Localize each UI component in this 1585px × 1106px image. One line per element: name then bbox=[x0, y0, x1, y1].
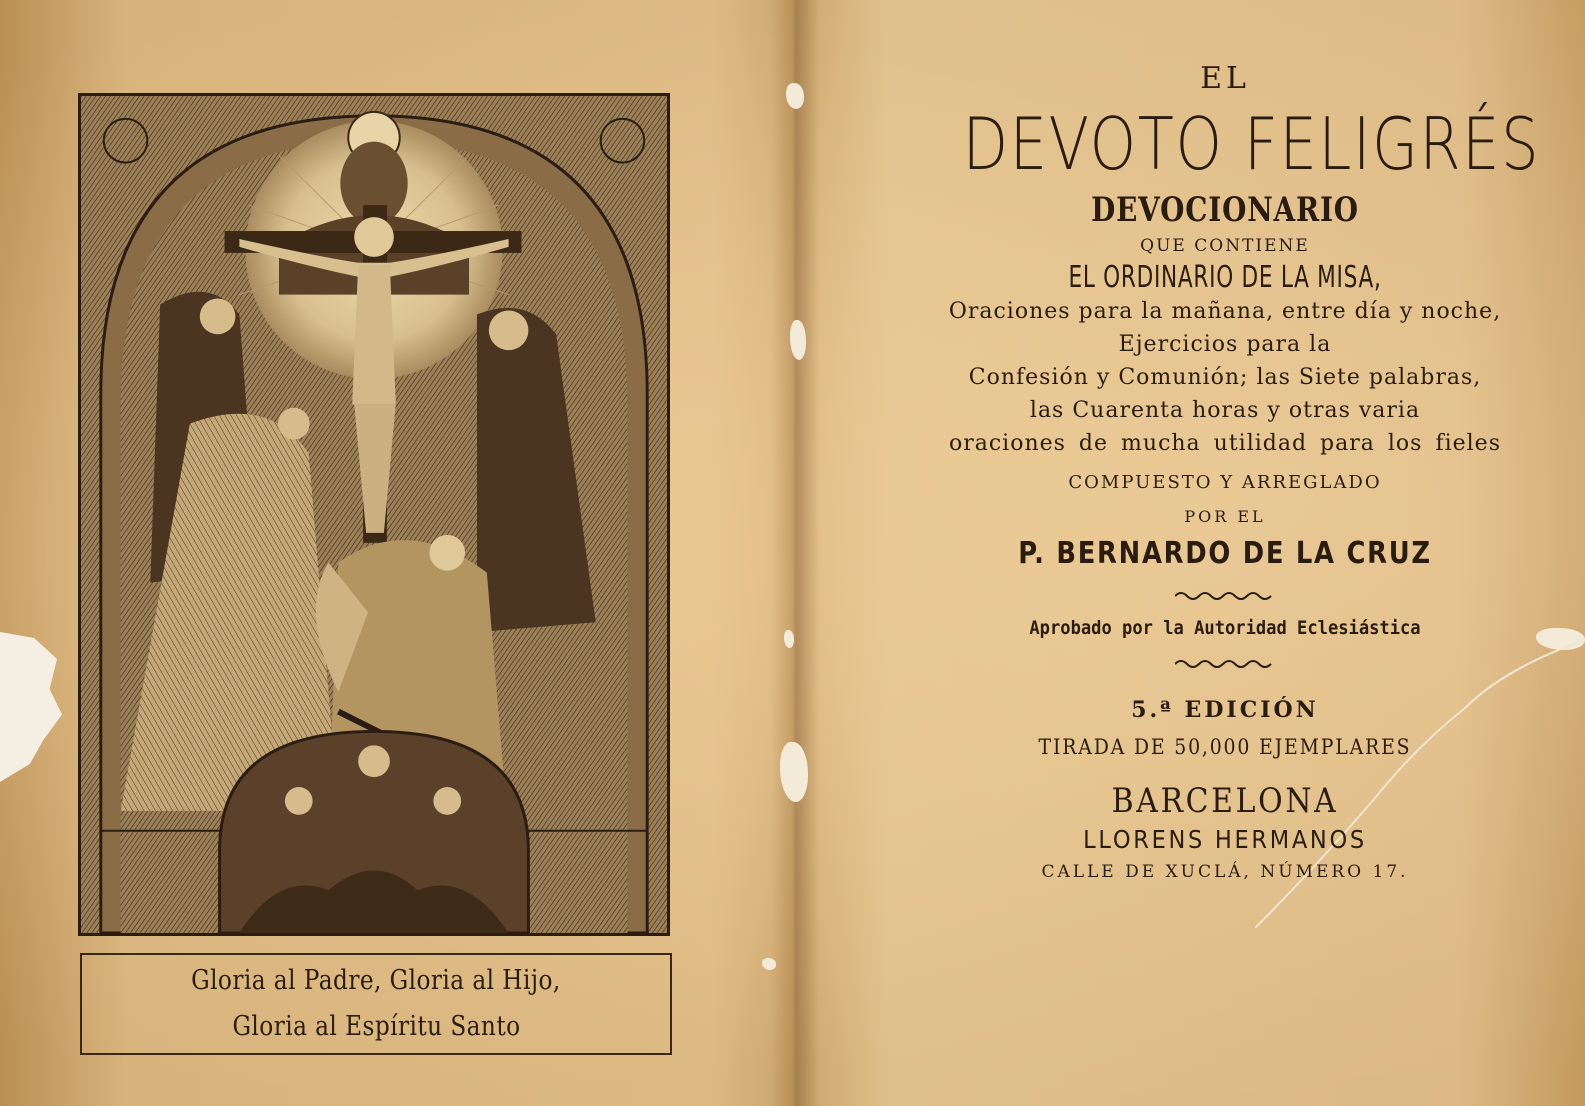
book-subtitle: DEVOCIONARIO bbox=[1091, 190, 1359, 230]
wave-ornament-icon bbox=[1175, 657, 1275, 671]
publisher-city: BARCELONA bbox=[1111, 781, 1339, 821]
wave-ornament-icon bbox=[1175, 589, 1275, 603]
contents-line: oraciones de mucha utilidad para los fieles bbox=[948, 431, 1501, 456]
caption-line-1: Gloria al Padre, Gloria al Hijo, bbox=[191, 965, 561, 996]
composed-label: COMPUESTO Y ARREGLADO bbox=[1068, 472, 1382, 493]
contents-line: las Cuarenta horas y otras varia bbox=[1029, 398, 1421, 423]
book-title: DEVOTO FELIGRÉS bbox=[962, 102, 1541, 186]
title-page bbox=[905, 55, 1545, 882]
torn-edge bbox=[0, 632, 62, 782]
contains-label: QUE CONTIENE bbox=[1140, 236, 1310, 256]
ordinario-line: EL ORDINARIO DE LA MISA, bbox=[1068, 260, 1382, 295]
approval-line: Aprobado por la Autoridad Eclesiástica bbox=[1029, 617, 1421, 639]
by-label: POR EL bbox=[1184, 507, 1266, 526]
edition-line: 5.ª EDICIÓN bbox=[1131, 697, 1319, 723]
author-name: P. BERNARDO DE LA CRUZ bbox=[1018, 536, 1432, 571]
contents-line: Confesión y Comunión; las Siete palabras, bbox=[968, 365, 1482, 390]
publisher-address: CALLE DE XUCLÁ, NÚMERO 17. bbox=[1041, 862, 1409, 882]
left-page bbox=[0, 0, 790, 1106]
title-article: EL bbox=[1200, 61, 1250, 96]
engraving-illustration bbox=[81, 96, 667, 933]
engraving-caption bbox=[80, 953, 672, 1055]
holy-trinity-engraving bbox=[78, 93, 670, 936]
contents-line: Oraciones para la mañana, entre día y noche, bbox=[948, 299, 1502, 324]
publisher-name: LLORENS HERMANOS bbox=[1083, 825, 1367, 854]
contents-line: Ejercicios para la bbox=[1118, 332, 1332, 357]
print-run-line: TIRADA DE 50,000 EJEMPLARES bbox=[1038, 735, 1412, 759]
caption-line-2: Gloria al Espíritu Santo bbox=[231, 1011, 521, 1042]
paper-tear bbox=[762, 958, 776, 970]
